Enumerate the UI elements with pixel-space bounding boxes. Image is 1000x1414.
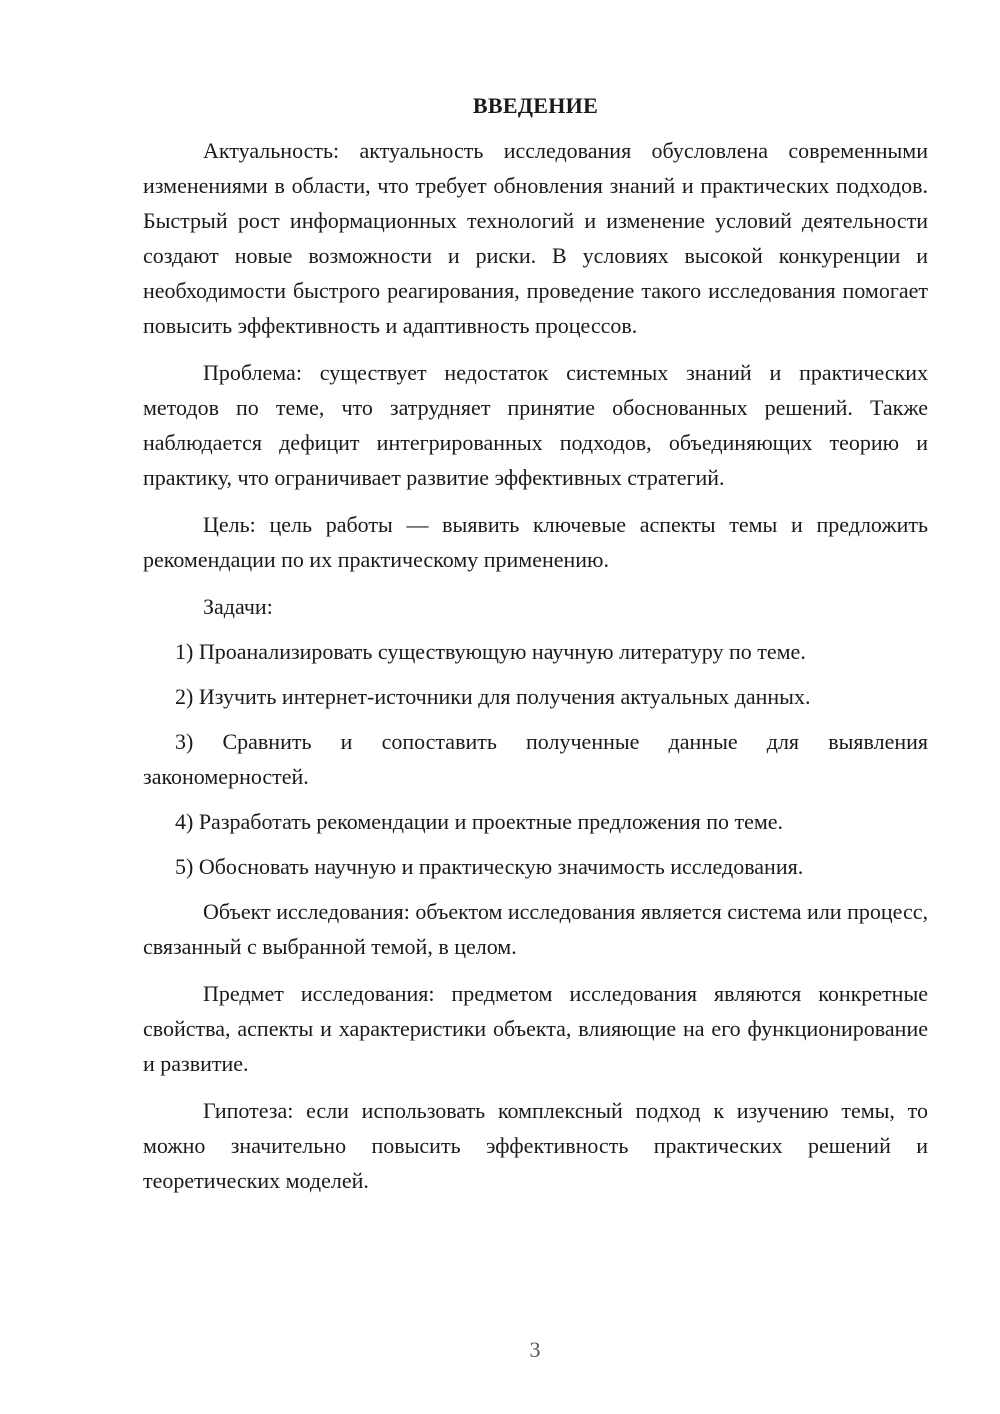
task-item-3: 3) Сравнить и сопоставить полученные данные для выявления закономерностей. xyxy=(143,729,928,789)
task-item-2: 2) Изучить интернет-источники для получения актуальных данных. xyxy=(175,684,811,709)
paragraph-relevance: Актуальность: актуальность исследования обусловлена современными изменениями в области, что требует обновления знаний и практических подходов. Быстрый рост информационных технологий и изменение условий деятельности создают новые возможности и риски. В условиях высокой конкуренции и необходимости быстрого реагирования, проведение такого исследования помогает повысить эффективность и адаптивность процессов. xyxy=(143,138,928,338)
task-item-4: 4) Разработать рекомендации и проектные предложения по теме. xyxy=(175,809,784,834)
tasks-label: Задачи: xyxy=(203,594,273,619)
paragraph-hypothesis: Гипотеза: если использовать комплексный подход к изучению темы, то можно значительно повысить эффективность практических решений и теоретических моделей. xyxy=(143,1098,928,1193)
paragraph-problem: Проблема: существует недостаток системных знаний и практических методов по теме, что затрудняет принятие обоснованных решений. Также наблюдается дефицит интегрированных подходов, объединяющих теорию и практику, что ограничивает развитие эффективных стратегий. xyxy=(143,360,928,490)
paragraph-object: Объект исследования: объектом исследования является система или процесс, связанный с выбранной темой, в целом. xyxy=(143,899,928,959)
paragraph-subject: Предмет исследования: предметом исследования являются конкретные свойства, аспекты и характеристики объекта, влияющие на его функционирование и развитие. xyxy=(143,981,928,1076)
paragraph-goal: Цель: цель работы — выявить ключевые аспекты темы и предложить рекомендации по их практическому применению. xyxy=(143,512,928,572)
task-item-1: 1) Проанализировать существующую научную литературу по теме. xyxy=(175,639,806,664)
document-page xyxy=(143,88,928,1210)
task-item-5: 5) Обосновать научную и практическую значимость исследования. xyxy=(175,854,804,879)
page-title: ВВЕДЕНИЕ xyxy=(472,93,599,118)
page-number: 3 xyxy=(529,1337,541,1362)
